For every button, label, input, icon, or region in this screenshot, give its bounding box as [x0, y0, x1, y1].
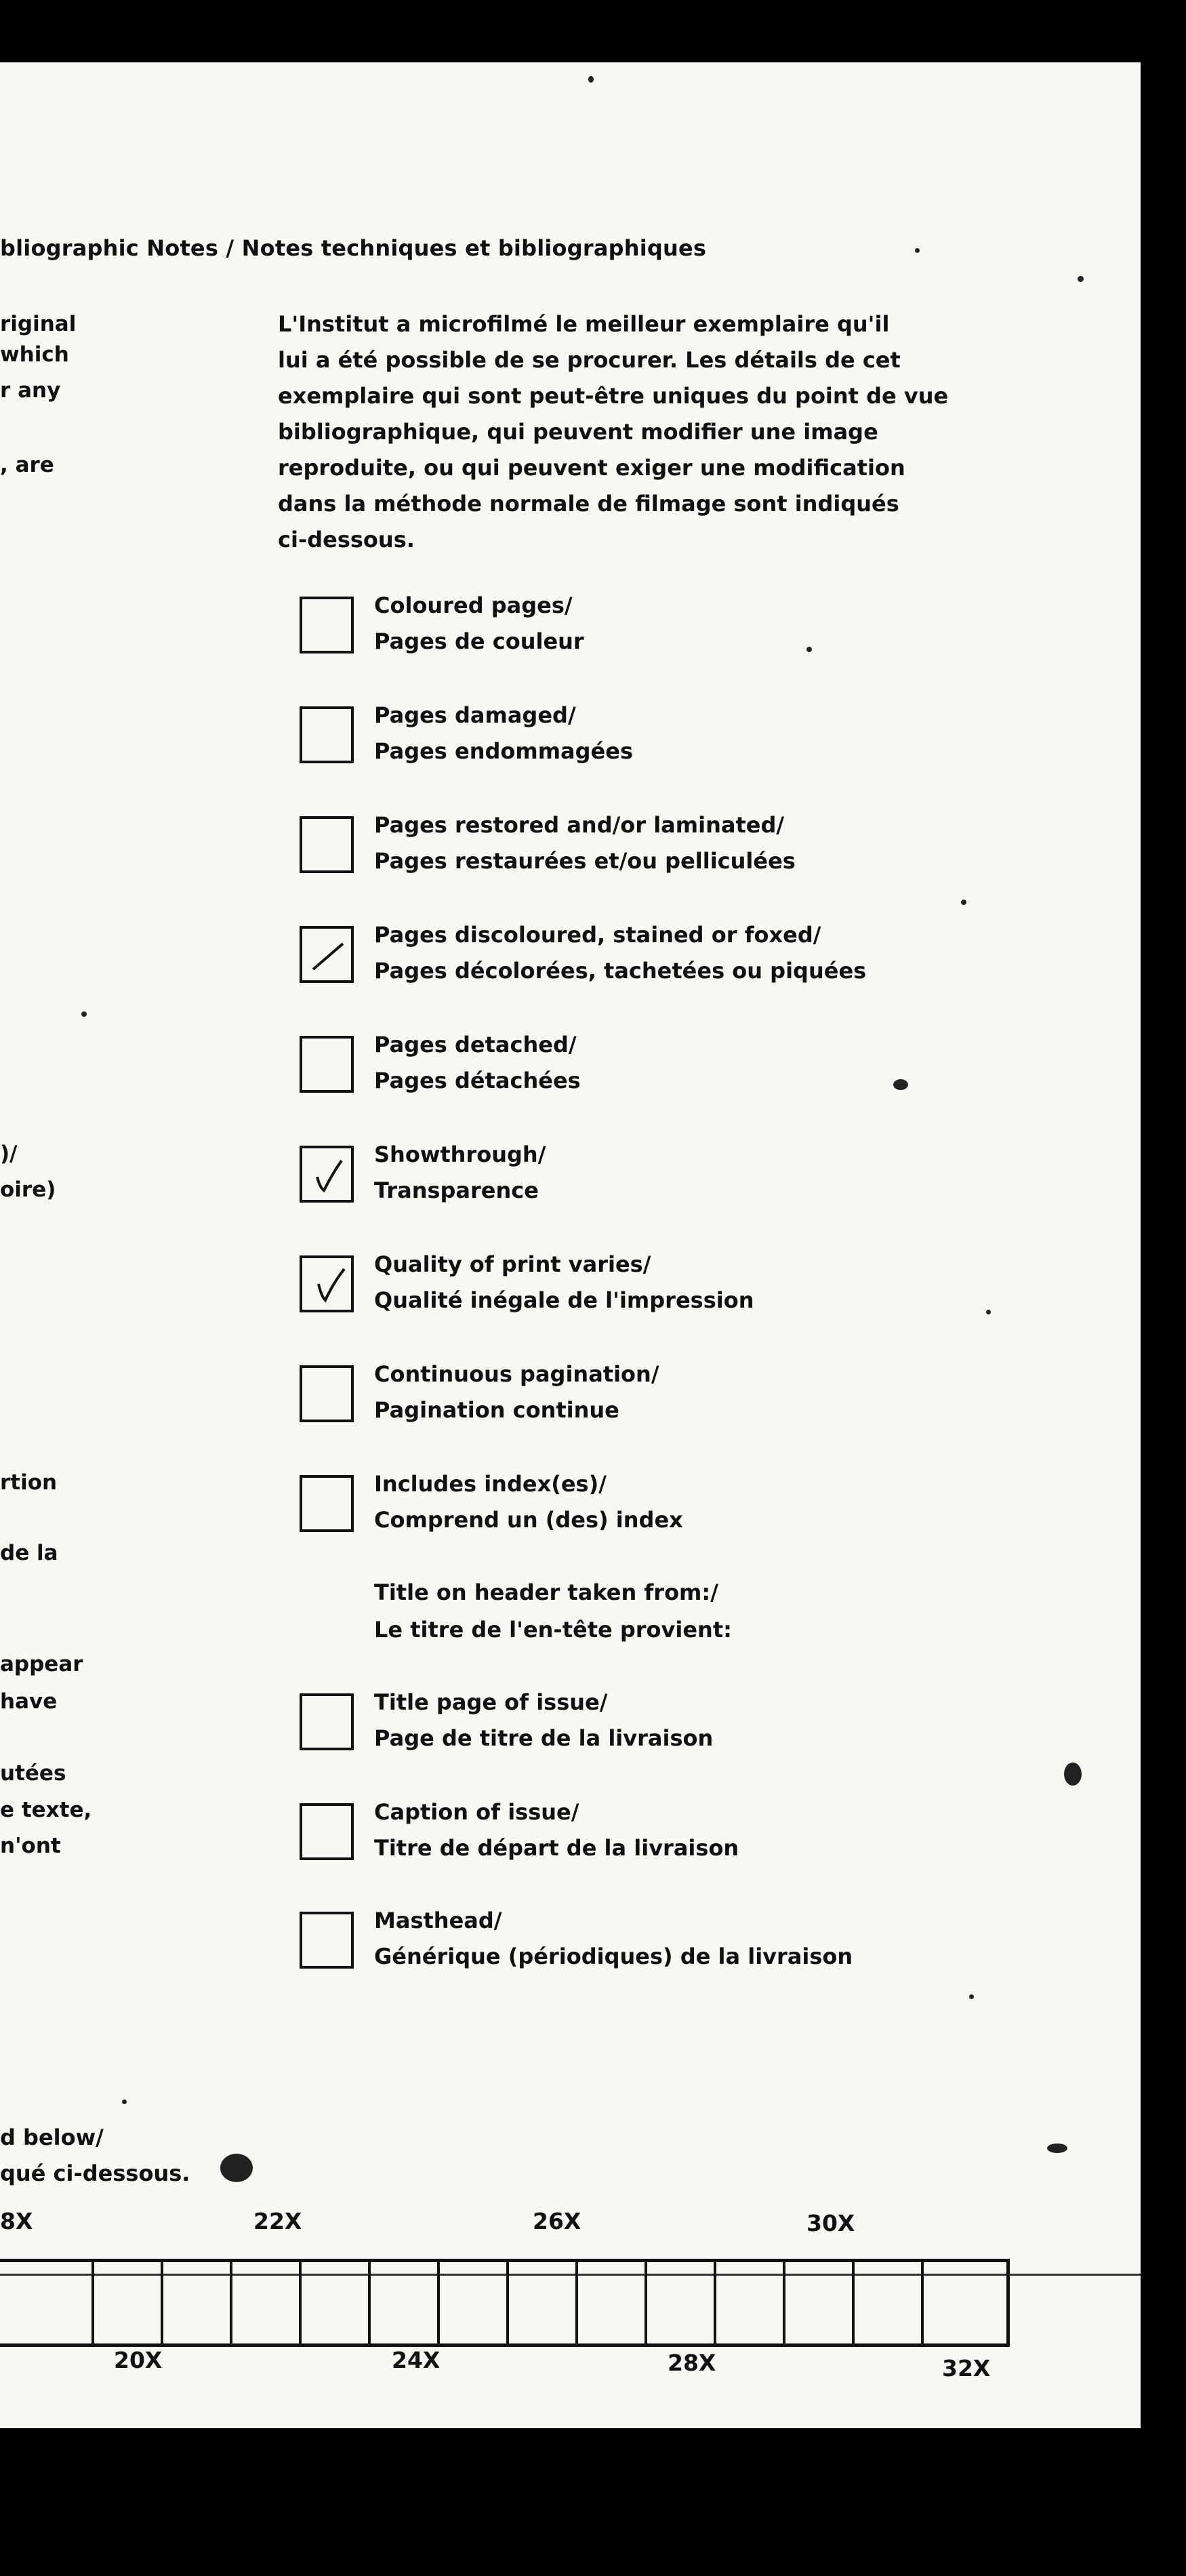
checklist-item-pages-restored[interactable] [291, 811, 969, 885]
item-label-fr: Qualité inégale de l'impression [374, 1287, 754, 1313]
item-label-en: Title page of issue/ [374, 1689, 608, 1715]
checkbox[interactable] [300, 1036, 354, 1093]
item-label-fr: Pages restaurées et/ou pelliculées [374, 848, 796, 874]
ruler-cell-divider [783, 2262, 785, 2343]
checkbox[interactable] [300, 1912, 354, 1969]
dust-speck [915, 248, 920, 253]
dust-speck [588, 76, 594, 83]
checklist-item-includes-index[interactable] [291, 1470, 969, 1544]
dust-speck [1064, 1763, 1082, 1786]
item-label-en: Continuous pagination/ [374, 1361, 659, 1387]
left-fragment: de la [0, 1541, 58, 1565]
item-label-en: Pages restored and/or laminated/ [374, 812, 785, 838]
notes-header: bliographic Notes / Notes techniques et bibliographiques [0, 235, 707, 261]
item-label-en: Showthrough/ [374, 1142, 546, 1167]
scale-label-bottom: 32X [942, 2355, 991, 2381]
scale-label-bottom: 28X [668, 2350, 716, 2376]
scale-label-top: 26X [533, 2208, 581, 2234]
dust-speck [986, 1310, 991, 1314]
dust-speck [1047, 2144, 1067, 2153]
ruler-cell-divider [161, 2262, 163, 2343]
checkbox-checked[interactable] [300, 1146, 354, 1203]
checklist-item-quality-of-print[interactable] [291, 1250, 969, 1325]
item-label-en: Caption of issue/ [374, 1799, 579, 1825]
left-fragment: , are [0, 453, 54, 477]
left-fragment: n'ont [0, 1834, 61, 1858]
checklist-item-caption[interactable] [291, 1798, 969, 1872]
checkbox[interactable] [300, 1365, 354, 1422]
ruler-cell-divider [299, 2262, 302, 2343]
left-fragment: utées [0, 1761, 66, 1786]
item-label-fr: Générique (périodiques) de la livraison [374, 1944, 853, 1969]
ruler-cell-divider [921, 2262, 924, 2343]
intro-line: ci-dessous. [278, 527, 415, 552]
left-fragment: r any [0, 378, 61, 403]
ruler-cell-divider [437, 2262, 440, 2343]
checkbox[interactable] [300, 597, 354, 653]
bottom-fragment: d below/ [0, 2125, 104, 2150]
ruler-cell-divider [368, 2262, 371, 2343]
item-label-fr: Pages de couleur [374, 628, 584, 654]
dust-speck [81, 1011, 87, 1017]
ruler-cell-divider [714, 2262, 716, 2343]
checklist-item-pages-detached[interactable] [291, 1030, 969, 1105]
checklist-item-continuous-pagination[interactable] [291, 1360, 969, 1434]
slash-mark-icon [309, 934, 347, 975]
left-fragment: riginal [0, 312, 77, 336]
left-fragment: oire) [0, 1178, 56, 1202]
item-label-en: Pages detached/ [374, 1032, 577, 1058]
left-fragment: which [0, 342, 69, 367]
title-header-fr: Le titre de l'en-tête provient: [374, 1617, 732, 1643]
scale-label-bottom: 24X [392, 2347, 441, 2373]
checkbox[interactable] [300, 1693, 354, 1750]
item-label-en: Includes index(es)/ [374, 1471, 607, 1497]
item-label-fr: Comprend un (des) index [374, 1507, 683, 1533]
intro-line: L'Institut a microfilmé le meilleur exemplaire qu'il [278, 311, 890, 337]
dust-speck [969, 1994, 974, 1999]
checkbox[interactable] [300, 1803, 354, 1860]
checklist-item-coloured-pages[interactable] [291, 591, 969, 666]
checkbox[interactable] [300, 706, 354, 763]
intro-line: exemplaire qui sont peut-être uniques du point de vue [278, 383, 949, 409]
checklist-item-masthead[interactable] [291, 1906, 969, 1981]
ruler-cell-divider [575, 2262, 578, 2343]
intro-paragraph [278, 306, 989, 558]
dust-speck [961, 900, 966, 905]
intro-line: bibliographique, qui peuvent modifier une image [278, 419, 878, 445]
dust-speck [1078, 276, 1084, 282]
item-label-en: Pages discoloured, stained or foxed/ [374, 922, 821, 948]
ruler-cell-divider [645, 2262, 647, 2343]
left-fragment: have [0, 1689, 58, 1714]
left-fragment: e texte, [0, 1798, 92, 1822]
checkmark-icon [309, 1154, 347, 1194]
item-label-fr: Pages décolorées, tachetées ou piquées [374, 958, 867, 984]
left-fragment: rtion [0, 1470, 58, 1495]
title-header-en: Title on header taken from:/ [374, 1579, 718, 1605]
item-label-en: Pages damaged/ [374, 702, 576, 728]
scanned-page [0, 62, 1141, 2428]
item-label-fr: Page de titre de la livraison [374, 1725, 714, 1751]
checkbox-checked[interactable] [300, 926, 354, 983]
ink-blot [220, 2154, 253, 2182]
checkbox[interactable] [300, 1475, 354, 1532]
ruler-cell-divider [91, 2262, 94, 2343]
scale-label-top: 22X [253, 2208, 302, 2234]
checkbox-checked[interactable] [300, 1255, 354, 1312]
checklist-item-pages-damaged[interactable] [291, 701, 969, 776]
left-fragment: )/ [0, 1142, 18, 1166]
item-label-fr: Pages endommagées [374, 738, 633, 764]
checklist-item-showthrough[interactable] [291, 1140, 969, 1215]
item-label-en: Quality of print varies/ [374, 1251, 651, 1277]
reduction-ruler [0, 2259, 1010, 2347]
checkmark-icon [309, 1264, 347, 1304]
scale-label-top: 30X [806, 2210, 855, 2236]
item-label-en: Masthead/ [374, 1908, 502, 1933]
item-label-fr: Transparence [374, 1178, 539, 1203]
ruler-cell-divider [230, 2262, 232, 2343]
item-label-en: Coloured pages/ [374, 592, 573, 618]
dust-speck [122, 2099, 127, 2104]
intro-line: lui a été possible de se procurer. Les détails de cet [278, 347, 901, 373]
scale-label-bottom: 20X [114, 2347, 163, 2373]
item-label-fr: Pagination continue [374, 1397, 619, 1423]
left-fragment: appear [0, 1652, 83, 1676]
item-label-fr: Pages détachées [374, 1068, 581, 1093]
scale-label-top: 8X [0, 2208, 33, 2234]
bottom-fragment: qué ci-dessous. [0, 2160, 190, 2186]
checklist-item-title-page[interactable] [291, 1688, 969, 1763]
dust-speck [806, 647, 812, 652]
ruler-cell-divider [506, 2262, 509, 2343]
ruler-cell-divider [852, 2262, 855, 2343]
intro-line: reproduite, ou qui peuvent exiger une modification [278, 455, 905, 481]
intro-line: dans la méthode normale de filmage sont indiqués [278, 491, 899, 517]
dust-speck [893, 1079, 908, 1090]
checkbox[interactable] [300, 816, 354, 873]
checklist-item-pages-discoloured[interactable] [291, 921, 969, 995]
title-on-header [374, 1574, 732, 1649]
item-label-fr: Titre de départ de la livraison [374, 1835, 739, 1861]
